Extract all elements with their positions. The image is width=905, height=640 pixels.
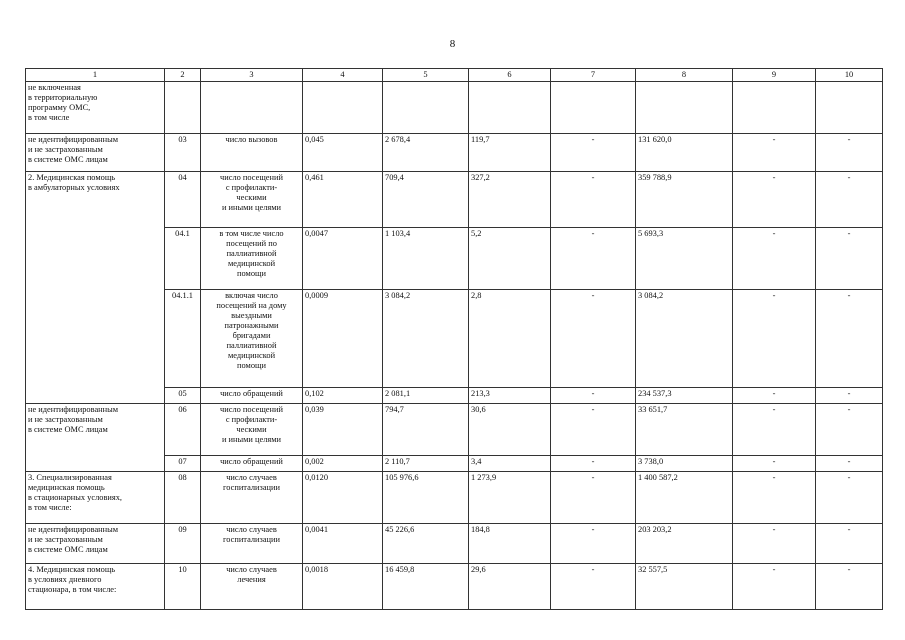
cell-col-3 — [201, 172, 303, 228]
cell-text: 0,039 — [305, 405, 324, 414]
column-header: 3 — [201, 69, 303, 82]
cell-col-5 — [383, 134, 469, 172]
cell-col-9 — [733, 290, 816, 388]
data-table — [25, 68, 883, 610]
cell-text: 04.1 — [175, 229, 190, 238]
cell-col-4 — [303, 82, 383, 134]
cell-col-2 — [165, 172, 201, 228]
column-header: 7 — [551, 69, 636, 82]
cell-col-8 — [636, 404, 733, 456]
cell-col-4 — [303, 172, 383, 228]
cell-text: 3,4 — [471, 457, 482, 466]
cell-col-7 — [551, 228, 636, 290]
cell-col-9 — [733, 456, 816, 472]
cell-col-9 — [733, 82, 816, 134]
cell-text: 3 084,2 — [638, 291, 664, 300]
cell-text: 04 — [178, 173, 187, 182]
cell-text: - — [772, 389, 776, 398]
cell-text: 709,4 — [385, 173, 404, 182]
cell-text: 234 537,3 — [638, 389, 672, 398]
cell-text: - — [847, 565, 851, 574]
cell-col-7 — [551, 456, 636, 472]
cell-col-7 — [551, 524, 636, 564]
table-row — [26, 228, 883, 290]
cell-col-8 — [636, 228, 733, 290]
cell-col-6 — [469, 404, 551, 456]
cell-col-9 — [733, 228, 816, 290]
cell-col-10 — [816, 456, 883, 472]
cell-col-6 — [469, 134, 551, 172]
cell-text: 05 — [178, 389, 187, 398]
cell-col-3 — [201, 564, 303, 610]
table-row — [26, 82, 883, 134]
cell-col-4 — [303, 134, 383, 172]
cell-col-7 — [551, 290, 636, 388]
cell-text: включая число посещений на дому выездными патронажными бригадами паллиативной медицинской помощи — [216, 291, 287, 370]
cell-text: 2. Медицинская помощь в амбулаторных условиях — [28, 173, 120, 192]
cell-col-1 — [26, 564, 165, 610]
cell-col-2 — [165, 456, 201, 472]
cell-col-1 — [26, 472, 165, 524]
cell-col-3 — [201, 228, 303, 290]
cell-text: число посещений с профилакти- ческими и иными целями — [220, 405, 283, 444]
page-number: 8 — [449, 38, 456, 50]
cell-col-2 — [165, 228, 201, 290]
cell-text: 2 081,1 — [385, 389, 411, 398]
cell-col-4 — [303, 404, 383, 456]
cell-col-6 — [469, 290, 551, 388]
cell-text: 45 226,6 — [385, 525, 415, 534]
table-row — [26, 172, 883, 228]
cell-col-5 — [383, 388, 469, 404]
cell-col-5 — [383, 456, 469, 472]
cell-col-6 — [469, 564, 551, 610]
cell-col-3 — [201, 524, 303, 564]
cell-text: - — [591, 229, 595, 238]
cell-col-5 — [383, 472, 469, 524]
cell-text: 794,7 — [385, 405, 404, 414]
cell-col-2 — [165, 134, 201, 172]
cell-text: число обращений — [220, 389, 283, 398]
column-header: 2 — [165, 69, 201, 82]
column-header: 10 — [816, 69, 883, 82]
cell-text: число случаев лечения — [226, 565, 277, 584]
table-row — [26, 290, 883, 388]
cell-text: 1 400 587,2 — [638, 473, 678, 482]
cell-col-4 — [303, 388, 383, 404]
cell-col-5 — [383, 404, 469, 456]
cell-col-2 — [165, 472, 201, 524]
cell-text: 0,0018 — [305, 565, 329, 574]
cell-text: 1 273,9 — [471, 473, 497, 482]
cell-col-5 — [383, 524, 469, 564]
cell-col-5 — [383, 82, 469, 134]
cell-col-2 — [165, 404, 201, 456]
cell-text: - — [772, 229, 776, 238]
cell-text: 03 — [178, 135, 187, 144]
cell-text: 4. Медицинская помощь в условиях дневного стационара, в том числе: — [28, 565, 117, 594]
cell-text: не идентифицированным и не застрахованным в системе ОМС лицам — [28, 405, 119, 434]
cell-text: число случаев госпитализации — [223, 525, 280, 544]
cell-col-6 — [469, 172, 551, 228]
cell-col-8 — [636, 524, 733, 564]
cell-text: 06 — [178, 405, 187, 414]
cell-col-7 — [551, 172, 636, 228]
cell-text: - — [591, 389, 595, 398]
cell-col-7 — [551, 388, 636, 404]
cell-text: 29,6 — [471, 565, 486, 574]
cell-col-9 — [733, 172, 816, 228]
table-row — [26, 524, 883, 564]
cell-col-10 — [816, 134, 883, 172]
cell-col-3 — [201, 456, 303, 472]
column-header: 4 — [303, 69, 383, 82]
cell-col-4 — [303, 472, 383, 524]
cell-text: 0,102 — [305, 389, 324, 398]
cell-col-5 — [383, 564, 469, 610]
cell-text: 213,3 — [471, 389, 490, 398]
cell-text: 5,2 — [471, 229, 482, 238]
cell-col-8 — [636, 456, 733, 472]
cell-text: 203 203,2 — [638, 525, 672, 534]
cell-text: 1 103,4 — [385, 229, 411, 238]
cell-text: - — [591, 457, 595, 466]
cell-col-4 — [303, 456, 383, 472]
cell-text: 119,7 — [471, 135, 490, 144]
cell-col-9 — [733, 524, 816, 564]
cell-text: 359 788,9 — [638, 173, 672, 182]
table-row — [26, 564, 883, 610]
cell-col-1 — [26, 456, 165, 472]
cell-col-4 — [303, 290, 383, 388]
cell-text: не включенная в территориальную программу ОМС, в том числе — [28, 83, 98, 122]
cell-text: - — [847, 405, 851, 414]
cell-col-1 — [26, 228, 165, 290]
cell-col-9 — [733, 564, 816, 610]
cell-text: - — [591, 525, 595, 534]
cell-text: 327,2 — [471, 173, 490, 182]
cell-text: 08 — [178, 473, 187, 482]
cell-text: 184,8 — [471, 525, 490, 534]
cell-col-1 — [26, 524, 165, 564]
column-header: 1 — [26, 69, 165, 82]
cell-text: 2 110,7 — [385, 457, 410, 466]
cell-text: 3 084,2 — [385, 291, 411, 300]
cell-col-1 — [26, 82, 165, 134]
cell-col-7 — [551, 472, 636, 524]
cell-col-2 — [165, 524, 201, 564]
cell-col-7 — [551, 82, 636, 134]
cell-text: 33 651,7 — [638, 405, 668, 414]
cell-text: - — [847, 525, 851, 534]
cell-col-3 — [201, 82, 303, 134]
cell-text: число обращений — [220, 457, 283, 466]
cell-col-1 — [26, 404, 165, 456]
cell-text: 0,0047 — [305, 229, 329, 238]
cell-text: - — [847, 291, 851, 300]
cell-text: в том числе число посещений по паллиативной медицинской помощи — [219, 229, 284, 278]
cell-col-10 — [816, 290, 883, 388]
cell-text: 16 459,8 — [385, 565, 415, 574]
cell-text: - — [847, 389, 851, 398]
cell-col-1 — [26, 388, 165, 404]
cell-text: 3. Специализированная медицинская помощь в стационарных условиях, в том числе: — [28, 473, 123, 512]
header-row — [26, 69, 883, 82]
cell-col-10 — [816, 564, 883, 610]
cell-text: 32 557,5 — [638, 565, 668, 574]
table-row — [26, 134, 883, 172]
cell-text: 0,002 — [305, 457, 324, 466]
cell-col-4 — [303, 524, 383, 564]
cell-col-9 — [733, 404, 816, 456]
cell-col-7 — [551, 134, 636, 172]
cell-col-6 — [469, 524, 551, 564]
cell-col-3 — [201, 472, 303, 524]
cell-col-6 — [469, 228, 551, 290]
cell-text: 2 678,4 — [385, 135, 411, 144]
cell-text: - — [772, 405, 776, 414]
cell-col-9 — [733, 472, 816, 524]
cell-col-5 — [383, 228, 469, 290]
cell-text: - — [591, 135, 595, 144]
cell-text: - — [591, 173, 595, 182]
cell-col-7 — [551, 564, 636, 610]
cell-col-10 — [816, 388, 883, 404]
cell-col-4 — [303, 564, 383, 610]
table-row — [26, 388, 883, 404]
table-row — [26, 404, 883, 456]
cell-col-4 — [303, 228, 383, 290]
cell-col-3 — [201, 290, 303, 388]
cell-text: 0,0120 — [305, 473, 329, 482]
cell-text: - — [847, 173, 851, 182]
cell-text: 2,8 — [471, 291, 482, 300]
cell-text: - — [772, 135, 776, 144]
cell-text: не идентифицированным и не застрахованным в системе ОМС лицам — [28, 525, 119, 554]
cell-col-10 — [816, 472, 883, 524]
cell-col-10 — [816, 228, 883, 290]
cell-col-3 — [201, 134, 303, 172]
cell-col-9 — [733, 388, 816, 404]
cell-col-1 — [26, 134, 165, 172]
cell-col-2 — [165, 82, 201, 134]
cell-text: - — [847, 229, 851, 238]
cell-text: 5 693,3 — [638, 229, 664, 238]
cell-col-1 — [26, 172, 165, 228]
cell-col-6 — [469, 82, 551, 134]
cell-text: - — [847, 473, 851, 482]
cell-text: 0,045 — [305, 135, 324, 144]
column-header: 6 — [469, 69, 551, 82]
cell-col-6 — [469, 388, 551, 404]
cell-text: - — [772, 525, 776, 534]
cell-text: - — [772, 457, 776, 466]
cell-text: 3 738,0 — [638, 457, 664, 466]
cell-col-8 — [636, 564, 733, 610]
cell-col-5 — [383, 290, 469, 388]
cell-text: 30,6 — [471, 405, 486, 414]
cell-text: число случаев госпитализации — [223, 473, 280, 492]
cell-text: - — [591, 473, 595, 482]
cell-col-9 — [733, 134, 816, 172]
cell-text: 09 — [178, 525, 187, 534]
cell-col-8 — [636, 388, 733, 404]
cell-text: 04.1.1 — [172, 291, 193, 300]
cell-text: - — [772, 565, 776, 574]
cell-text: число вызовов — [225, 135, 278, 144]
cell-col-7 — [551, 404, 636, 456]
column-header: 9 — [733, 69, 816, 82]
cell-col-1 — [26, 290, 165, 388]
cell-text: - — [772, 173, 776, 182]
cell-col-10 — [816, 524, 883, 564]
cell-text: 105 976,6 — [385, 473, 419, 482]
cell-text: - — [847, 457, 851, 466]
table-row — [26, 472, 883, 524]
cell-text: - — [591, 291, 595, 300]
cell-col-10 — [816, 404, 883, 456]
cell-col-6 — [469, 472, 551, 524]
column-header: 8 — [636, 69, 733, 82]
cell-col-8 — [636, 472, 733, 524]
cell-col-3 — [201, 388, 303, 404]
cell-col-2 — [165, 564, 201, 610]
cell-col-5 — [383, 172, 469, 228]
cell-text: число посещений с профилакти- ческими и иными целями — [220, 173, 283, 212]
cell-text: - — [591, 405, 595, 414]
cell-col-10 — [816, 172, 883, 228]
cell-col-8 — [636, 172, 733, 228]
cell-col-2 — [165, 388, 201, 404]
cell-text: 131 620,0 — [638, 135, 672, 144]
cell-text: 0,0041 — [305, 525, 329, 534]
cell-col-3 — [201, 404, 303, 456]
cell-text: 07 — [178, 457, 187, 466]
cell-text: - — [591, 565, 595, 574]
cell-text: - — [772, 473, 776, 482]
cell-text: 10 — [178, 565, 187, 574]
cell-col-8 — [636, 290, 733, 388]
cell-col-2 — [165, 290, 201, 388]
cell-col-8 — [636, 134, 733, 172]
cell-text: - — [772, 291, 776, 300]
cell-text: 0,0009 — [305, 291, 329, 300]
cell-text: 0,461 — [305, 173, 324, 182]
cell-col-8 — [636, 82, 733, 134]
column-header: 5 — [383, 69, 469, 82]
cell-col-6 — [469, 456, 551, 472]
cell-text: - — [847, 135, 851, 144]
table-row — [26, 456, 883, 472]
cell-text: не идентифицированным и не застрахованным в системе ОМС лицам — [28, 135, 119, 164]
cell-col-10 — [816, 82, 883, 134]
